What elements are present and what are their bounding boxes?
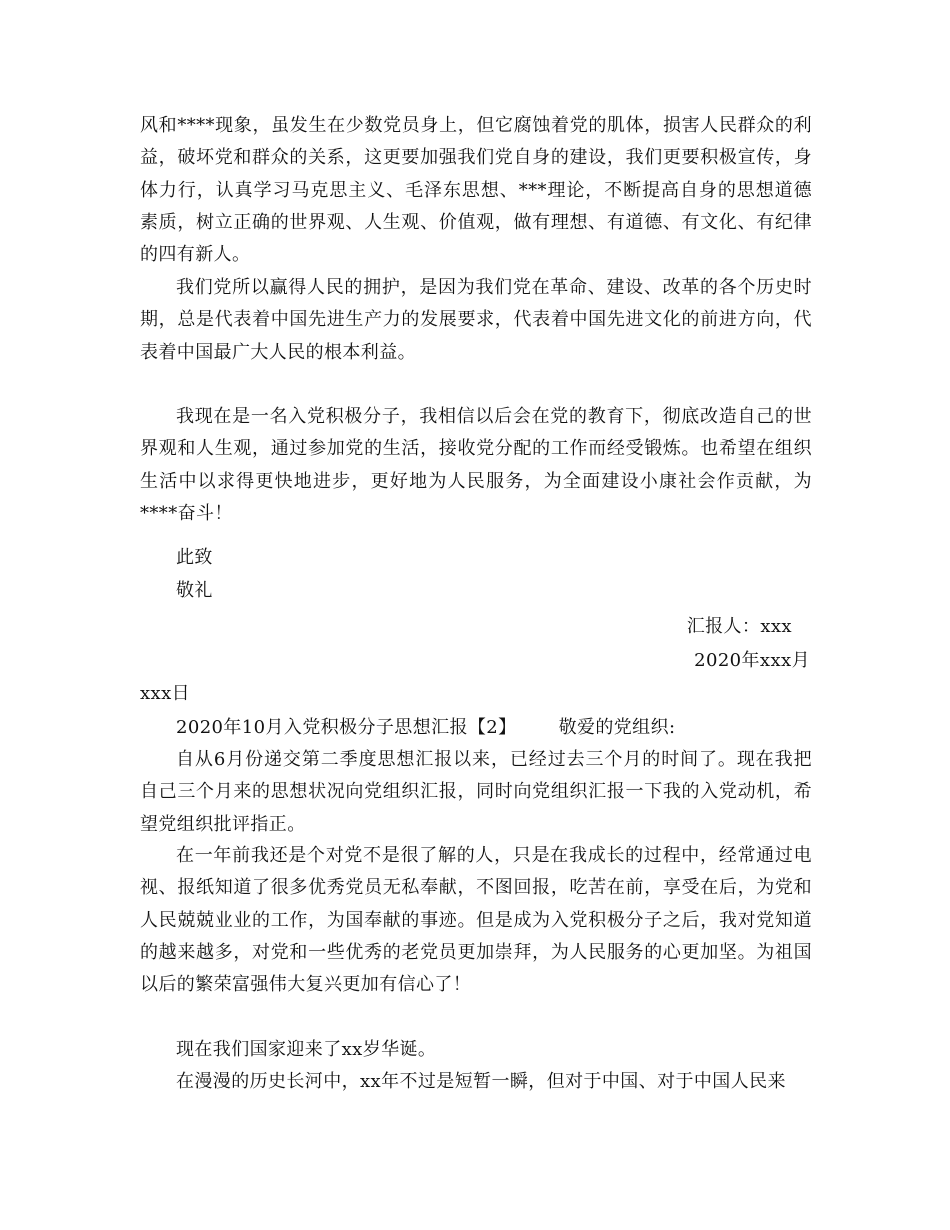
reporter-signature: 汇报人：xxx [686, 616, 792, 637]
paragraph-6: 现在我们国家迎来了xx岁华诞。 [176, 1039, 437, 1060]
salutation: 敬爱的党组织: [558, 717, 676, 738]
paragraph-4: 自从6月份递交第二季度思想汇报以来，已经过去三个月的时间了。现在我把自己三个月来的思想状况向党组织汇报，同时向党组织汇报一下我的入党动机，希望党组织批评指正。 [140, 749, 812, 835]
paragraph-1: 风和****现象，虽发生在少数党员身上，但它腐蚀着党的肌体，损害人民群众的利益，破坏党和群众的关系，这更要加强我们党自身的建设，我们更要积极宣传，身体力行，认真学习马克思主义、毛泽东思想、***理论，不断提高自身的思想道德素质，树立正确的世界观、人生观、价值观，做有理想、有道德、有文化、有纪律的四有新人。 [140, 115, 812, 266]
second-report-title: 2020年10月入党积极分子思想汇报【2】 [176, 717, 517, 738]
closing-regards: 敬礼 [176, 580, 213, 601]
report-date-part2: xxx日 [140, 683, 191, 704]
closing-salutation: 此致 [176, 547, 213, 568]
paragraph-2: 我们党所以赢得人民的拥护，是因为我们党在革命、建设、改革的各个历史时期，总是代表着中国先进生产力的发展要求，代表着中国先进文化的前进方向，代表着中国最广大人民的根本利益。 [140, 277, 812, 363]
paragraph-3: 我现在是一名入党积极分子，我相信以后会在党的教育下，彻底改造自己的世界观和人生观，通过参加党的生活，接收党分配的工作而经受锻炼。也希望在组织生活中以求得更快地进步，更好地为人民服务，为全面建设小康社会作贡献，为****奋斗！ [140, 406, 812, 524]
second-report-heading-line [176, 712, 675, 744]
report-date-part1: 2020年xxx月 [694, 650, 810, 671]
paragraph-5: 在一年前我还是个对党不是很了解的人，只是在我成长的过程中，经常通过电视、报纸知道了很多优秀党员无私奉献，不图回报，吃苦在前，享受在后，为党和人民兢兢业业的工作，为国奉献的事迹。但是成为入党积极分子之后，我对党知道的越来越多，对党和一些优秀的老党员更加崇拜，为人民服务的心更加坚。为祖国以后的繁荣富强伟大复兴更加有信心了！ [140, 845, 812, 996]
paragraph-7: 在漫漫的历史长河中，xx年不过是短暂一瞬，但对于中国、对于中国人民来 [176, 1071, 786, 1092]
